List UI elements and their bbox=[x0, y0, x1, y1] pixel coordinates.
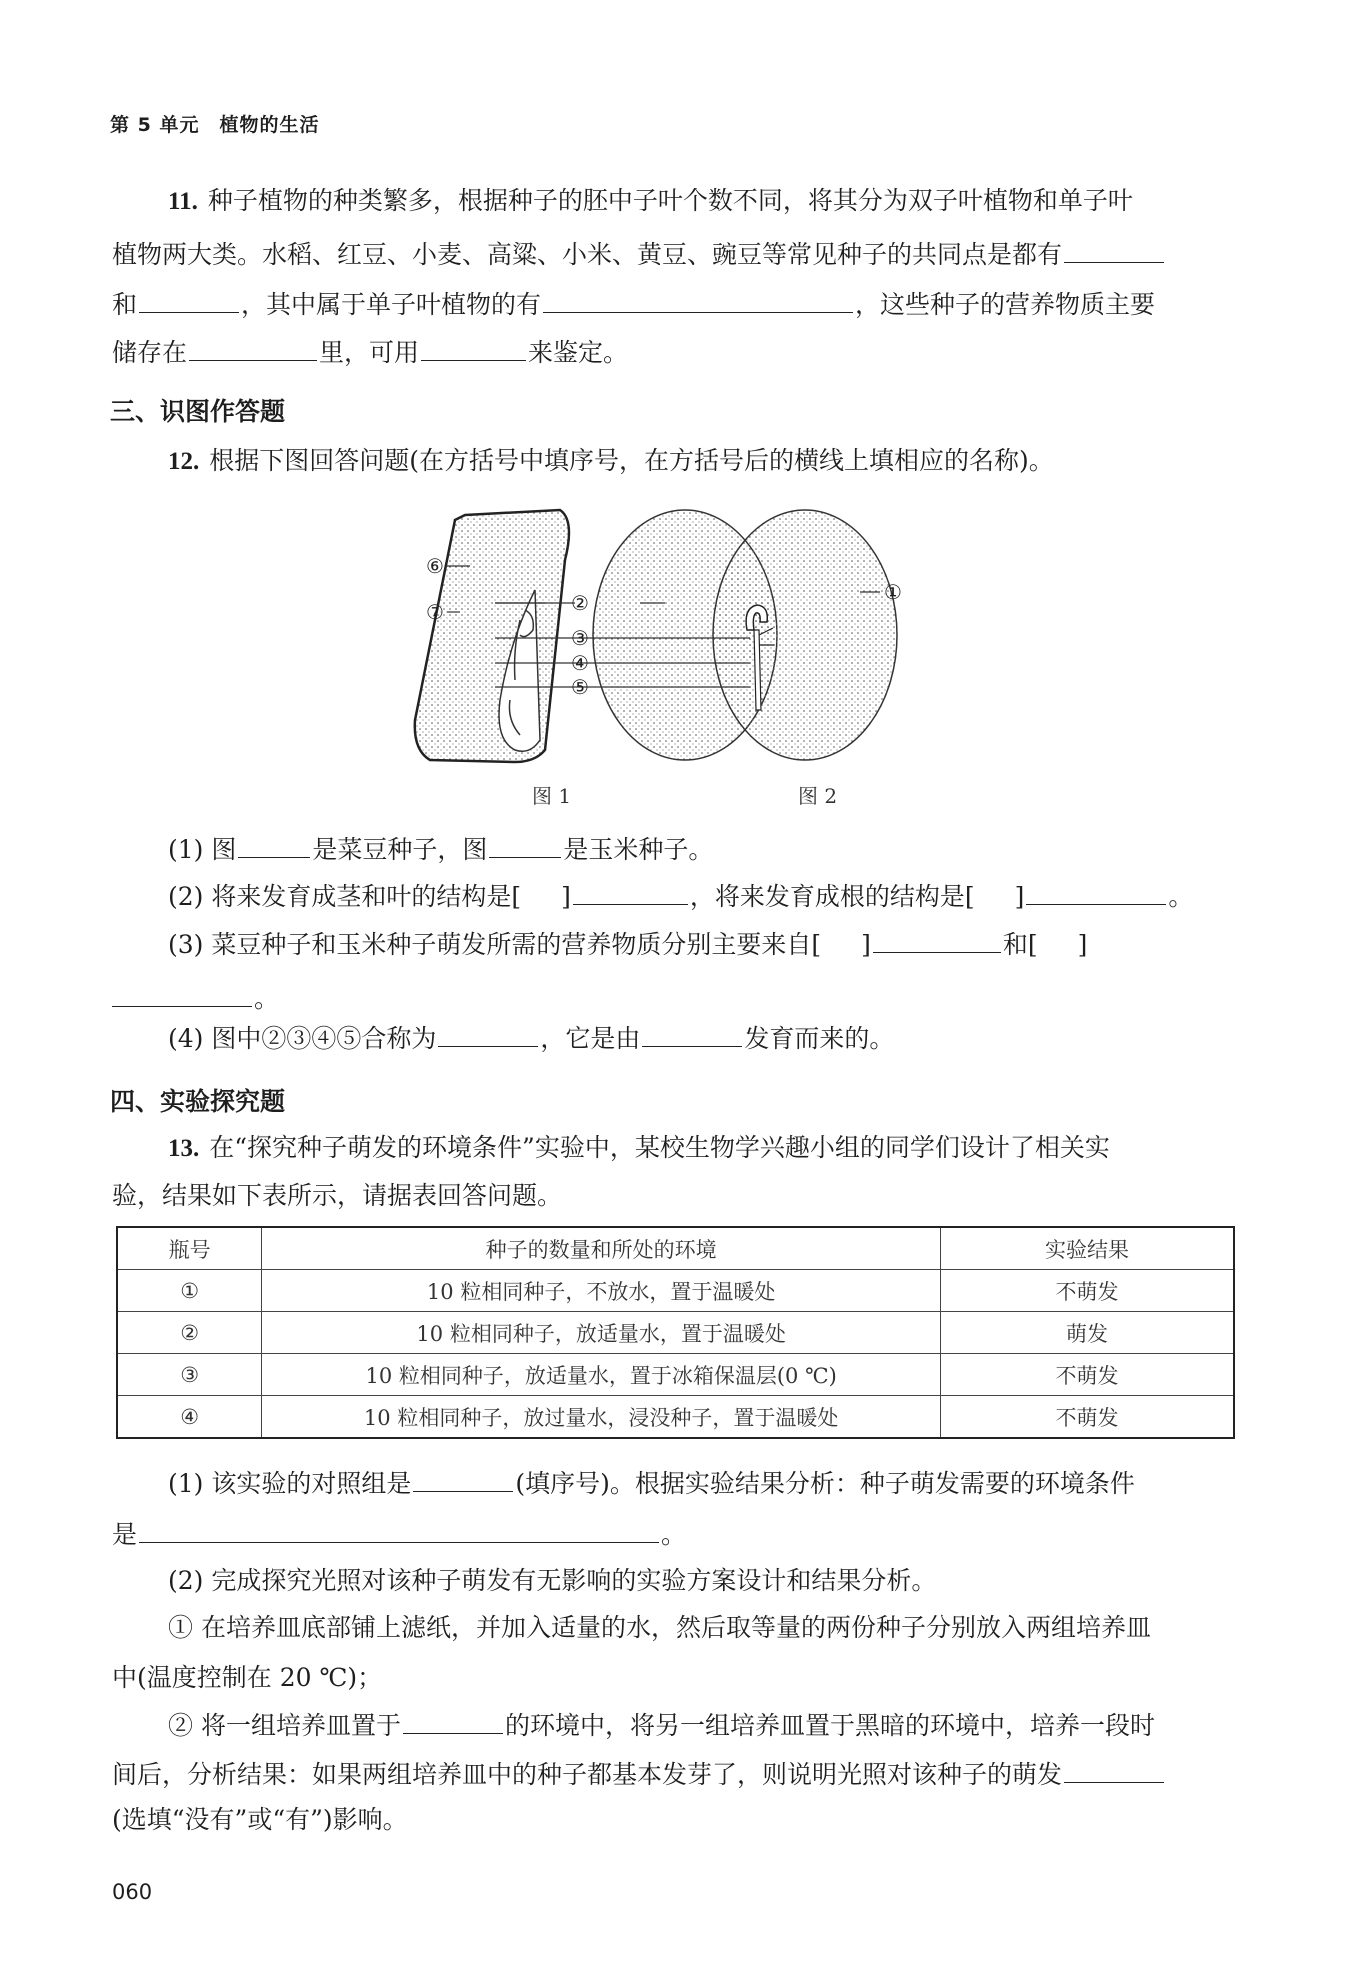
page-header: 第 5 单元 植物的生活 bbox=[110, 114, 320, 136]
table-cell: 不萌发 bbox=[941, 1396, 1235, 1439]
section4-title: 四、实验探究题 bbox=[110, 1087, 286, 1116]
table-cell: 不萌发 bbox=[941, 1270, 1235, 1312]
table-cell: 10 粒相同种子，不放水，置于温暖处 bbox=[262, 1270, 941, 1312]
section3-title: 三、识图作答题 bbox=[110, 397, 286, 426]
q11-blank4[interactable] bbox=[189, 338, 317, 361]
q12-s4b: ，它是由 bbox=[540, 1024, 641, 1053]
q11-blank3[interactable] bbox=[543, 290, 853, 313]
q11-line2 bbox=[112, 240, 1237, 270]
q12-blank5[interactable] bbox=[873, 930, 1001, 953]
q13-number: 13. bbox=[168, 1135, 200, 1162]
q11-text1: 种子植物的种类繁多，根据种子的胚中子叶个数不同，将其分为双子叶植物和单子叶 bbox=[207, 186, 1133, 215]
q12-blank6[interactable] bbox=[112, 984, 252, 1007]
q13-s2-2b: 的环境中，将另一组培养皿置于黑暗的环境中，培养一段时 bbox=[504, 1711, 1155, 1740]
q13-line1 bbox=[168, 1133, 1293, 1164]
q11-text2: 植物两大类。水稻、红豆、小麦、高粱、小米、黄豆、豌豆等常见种子的共同点是都有 bbox=[112, 240, 1063, 269]
q13-s1a: (1) 该实验的对照组是 bbox=[168, 1469, 412, 1498]
q12-s2b: ] bbox=[561, 882, 571, 911]
table-cell: 10 粒相同种子，放适量水，置于温暖处 bbox=[262, 1312, 941, 1354]
q12-s2c: ，将来发育成根的结构是[ bbox=[689, 882, 975, 911]
q12-blank3[interactable] bbox=[573, 882, 688, 905]
q13-text2: 验，结果如下表所示，请据表回答问题。 bbox=[112, 1181, 563, 1210]
q13-s2-1a: ① 在培养皿底部铺上滤纸，并加入适量的水，然后取等量的两份种子分别放入两组培养皿 bbox=[168, 1613, 1151, 1642]
q13-s2-2a: ② 将一组培养皿置于 bbox=[168, 1711, 401, 1740]
table-row bbox=[117, 1396, 1234, 1439]
table-row bbox=[117, 1270, 1234, 1312]
q12-blank1[interactable] bbox=[238, 835, 310, 858]
table-header-row bbox=[117, 1227, 1234, 1270]
fig2-caption: 图 2 bbox=[798, 784, 838, 808]
label-3: ③ bbox=[571, 626, 589, 650]
q12-line bbox=[168, 446, 1293, 477]
table-header: 实验结果 bbox=[941, 1227, 1235, 1270]
q13-sub2-2-cont bbox=[112, 1760, 1237, 1790]
q13-text1: 在“探究种子萌发的环境条件”实验中，某校生物学兴趣小组的同学们设计了相关实 bbox=[209, 1133, 1110, 1162]
q11-blank1[interactable] bbox=[1064, 240, 1164, 263]
q13-sub2-2-end bbox=[112, 1805, 1237, 1835]
q13-blank4[interactable] bbox=[1064, 1760, 1164, 1783]
q13-s2: (2) 完成探究光照对该种子萌发有无影响的实验方案设计和结果分析。 bbox=[168, 1566, 937, 1595]
q12-s4c: 发育而来的。 bbox=[744, 1024, 895, 1053]
q12-number: 12. bbox=[168, 448, 200, 475]
q13-s1d: 。 bbox=[661, 1520, 687, 1549]
q11-text4b: 里，可用 bbox=[319, 338, 420, 367]
label-7: ⑦ bbox=[426, 600, 444, 624]
label-2: ② bbox=[571, 591, 589, 615]
q11-text3b: ，其中属于单子叶植物的有 bbox=[241, 290, 542, 319]
q12-s3c: 和[ bbox=[1002, 930, 1038, 959]
table-cell: ③ bbox=[117, 1354, 262, 1396]
table-row bbox=[117, 1312, 1234, 1354]
q13-sub2 bbox=[168, 1566, 1293, 1596]
q11-number: 11. bbox=[168, 188, 198, 215]
label-6: ⑥ bbox=[426, 554, 444, 578]
q11-text4a: 储存在 bbox=[112, 338, 188, 367]
q13-s2-2c: 间后，分析结果：如果两组培养皿中的种子都基本发芽了，则说明光照对该种子的萌发 bbox=[112, 1760, 1063, 1789]
q13-line2 bbox=[112, 1181, 1237, 1211]
table-row bbox=[117, 1354, 1234, 1396]
q12-blank2[interactable] bbox=[489, 835, 561, 858]
bean-seed-drawing bbox=[593, 510, 897, 760]
q12-s2a: (2) 将来发育成茎和叶的结构是[ bbox=[168, 882, 522, 911]
table-cell: ④ bbox=[117, 1396, 262, 1439]
corn-seed-drawing bbox=[415, 510, 569, 762]
q12-text: 根据下图回答问题(在方括号中填序号，在方括号后的横线上填相应的名称)。 bbox=[209, 446, 1054, 475]
q12-sub2 bbox=[168, 882, 1293, 912]
q12-sub3-cont bbox=[112, 984, 1237, 1014]
table-cell: 10 粒相同种子，放过量水，浸没种子，置于温暖处 bbox=[262, 1396, 941, 1439]
q11-line3 bbox=[112, 290, 1237, 320]
q12-s3e: 。 bbox=[254, 984, 280, 1013]
q13-s2-2d: (选填“没有”或“有”)影响。 bbox=[112, 1805, 408, 1834]
page-number: 060 bbox=[112, 1880, 153, 1904]
table-cell: ① bbox=[117, 1270, 262, 1312]
label-5: ⑤ bbox=[571, 675, 589, 699]
q11-text3c: ，这些种子的营养物质主要 bbox=[855, 290, 1156, 319]
q13-sub1-cont bbox=[112, 1520, 1237, 1550]
q12-sub4 bbox=[168, 1024, 1293, 1054]
q12-s3d: ] bbox=[1077, 930, 1088, 959]
q13-s1b: (填序号)。根据实验结果分析：种子萌发需要的环境条件 bbox=[515, 1469, 1135, 1498]
table-cell: 萌发 bbox=[941, 1312, 1235, 1354]
q12-s3a: (3) 菜豆种子和玉米种子萌发所需的营养物质分别主要来自[ bbox=[168, 930, 822, 959]
q12-s1c: 是玉米种子。 bbox=[563, 835, 714, 864]
q13-blank1[interactable] bbox=[413, 1469, 513, 1492]
q12-s1b: 是菜豆种子，图 bbox=[312, 835, 488, 864]
q13-sub2-1 bbox=[168, 1613, 1293, 1643]
seed-figure bbox=[395, 500, 965, 780]
q11-text4c: 来鉴定。 bbox=[528, 338, 629, 367]
q12-s4a: (4) 图中②③④⑤合称为 bbox=[168, 1024, 437, 1053]
table-header: 瓶号 bbox=[117, 1227, 262, 1270]
table-header: 种子的数量和所处的环境 bbox=[262, 1227, 941, 1270]
q13-sub1 bbox=[168, 1469, 1293, 1499]
q12-sub1 bbox=[168, 835, 1293, 865]
q12-sub3 bbox=[168, 930, 1293, 960]
fig1-caption: 图 1 bbox=[532, 784, 572, 808]
q13-sub2-2 bbox=[168, 1711, 1293, 1741]
table-cell: 不萌发 bbox=[941, 1354, 1235, 1396]
q13-s2-1b: 中(温度控制在 20 ℃)； bbox=[112, 1663, 383, 1692]
table-cell: ② bbox=[117, 1312, 262, 1354]
q12-blank4[interactable] bbox=[1026, 882, 1166, 905]
q12-s3b: ] bbox=[861, 930, 871, 959]
table-cell: 10 粒相同种子，放适量水，置于冰箱保温层(0 ℃) bbox=[262, 1354, 941, 1396]
q12-blank7[interactable] bbox=[438, 1024, 538, 1047]
q11-line1 bbox=[168, 186, 1293, 217]
q12-blank8[interactable] bbox=[642, 1024, 742, 1047]
q13-sub2-1-cont bbox=[112, 1663, 1237, 1693]
q11-blank5[interactable] bbox=[421, 338, 526, 361]
q12-s1a: (1) 图 bbox=[168, 835, 237, 864]
q12-s2e: 。 bbox=[1168, 882, 1194, 911]
q12-s2d: ] bbox=[1014, 882, 1025, 911]
q11-blank2[interactable] bbox=[139, 290, 239, 313]
experiment-table bbox=[116, 1226, 1235, 1439]
q13-s1c: 是 bbox=[112, 1520, 138, 1549]
q11-line4 bbox=[112, 338, 1237, 368]
label-4: ④ bbox=[571, 651, 589, 675]
label-1: ① bbox=[884, 580, 902, 604]
q11-text3a: 和 bbox=[112, 290, 138, 319]
q13-blank2[interactable] bbox=[139, 1520, 659, 1543]
q13-blank3[interactable] bbox=[403, 1711, 503, 1734]
